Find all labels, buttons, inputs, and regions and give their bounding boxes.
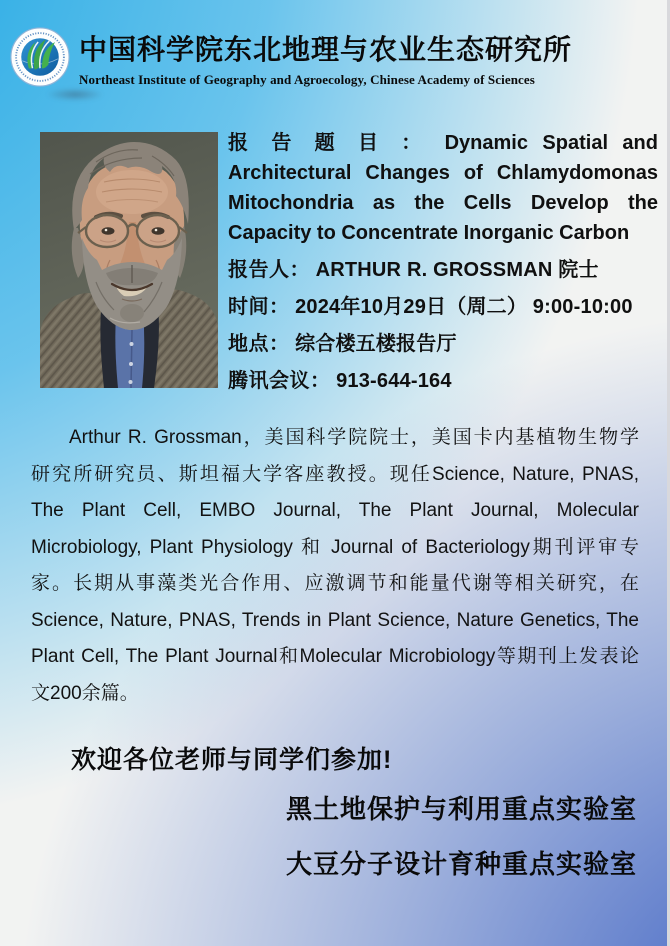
talk-title-line: Mitochondria as the Cells Develop the (228, 192, 658, 214)
host-labs (286, 796, 637, 877)
location-value: 综合楼五楼报告厅 (295, 333, 457, 355)
institute-name-cn: 中国科学院东北地理与农业生态研究所 (79, 34, 573, 65)
talk-title-line: Architectural Changes of Chlamydomonas (228, 162, 658, 184)
lab-name-2: 大豆分子设计育种重点实验室 (285, 849, 637, 879)
header (79, 28, 572, 88)
talk-title-line: Capacity to Concentrate Inorganic Carbon (228, 222, 630, 244)
speaker-bio (31, 420, 639, 712)
meeting-label: 腾讯会议： (228, 370, 331, 392)
info-row-speaker (228, 252, 664, 289)
bio-line: Science, Nature, PNAS, Trends in Plant Science, Nature Genetics, The (31, 609, 639, 631)
bio-line: Plant Cell, The Plant Journal和Molecular Microbiology等期刊上发表论 (31, 646, 639, 667)
speaker-label: 报告人： (228, 259, 310, 281)
bio-line: The Plant Cell, EMBO Journal, The Plant Journal, Molecular (31, 500, 639, 521)
talk-title (228, 128, 658, 248)
info-row-location (228, 326, 664, 363)
institute-name-en: Northeast Institute of Geography and Agroecology, Chinese Academy of Sciences (79, 72, 535, 87)
bio-line: Arthur R. Grossman，美国科学院院士，美国卡内基植物生物学 (69, 427, 639, 448)
talk-info (228, 252, 664, 400)
bio-line: 文200余篇。 (31, 682, 139, 704)
location-label: 地点： (228, 333, 290, 355)
bio-line: 家。长期从事藻类光合作用、应激调节和能量代谢等相关研究，在 (31, 573, 639, 594)
bio-line: 研究所研究员、斯坦福大学客座教授。现任Science, Nature, PNAS, (31, 463, 639, 485)
info-row-meeting (228, 363, 664, 400)
logo-shadow (46, 88, 104, 101)
institute-logo-icon (10, 27, 70, 87)
talk-title-line: 报 告 题 目 ： Dynamic Spatial and (228, 132, 658, 154)
time-label: 时间： (228, 296, 290, 318)
welcome-message: 欢迎各位老师与同学们参加! (71, 746, 393, 774)
time-value: 2024年10月29日（周二） 9:00-10:00 (295, 296, 633, 318)
bio-line: Microbiology, Plant Physiology 和 Journal of Bacteriology期刊评审专 (31, 536, 639, 558)
speaker-photo (40, 132, 218, 388)
info-row-time (228, 289, 664, 326)
meeting-id: 913-644-164 (336, 370, 452, 392)
lab-name-1: 黑土地保护与利用重点实验室 (285, 794, 637, 824)
speaker-value: ARTHUR R. GROSSMAN 院士 (315, 259, 599, 281)
